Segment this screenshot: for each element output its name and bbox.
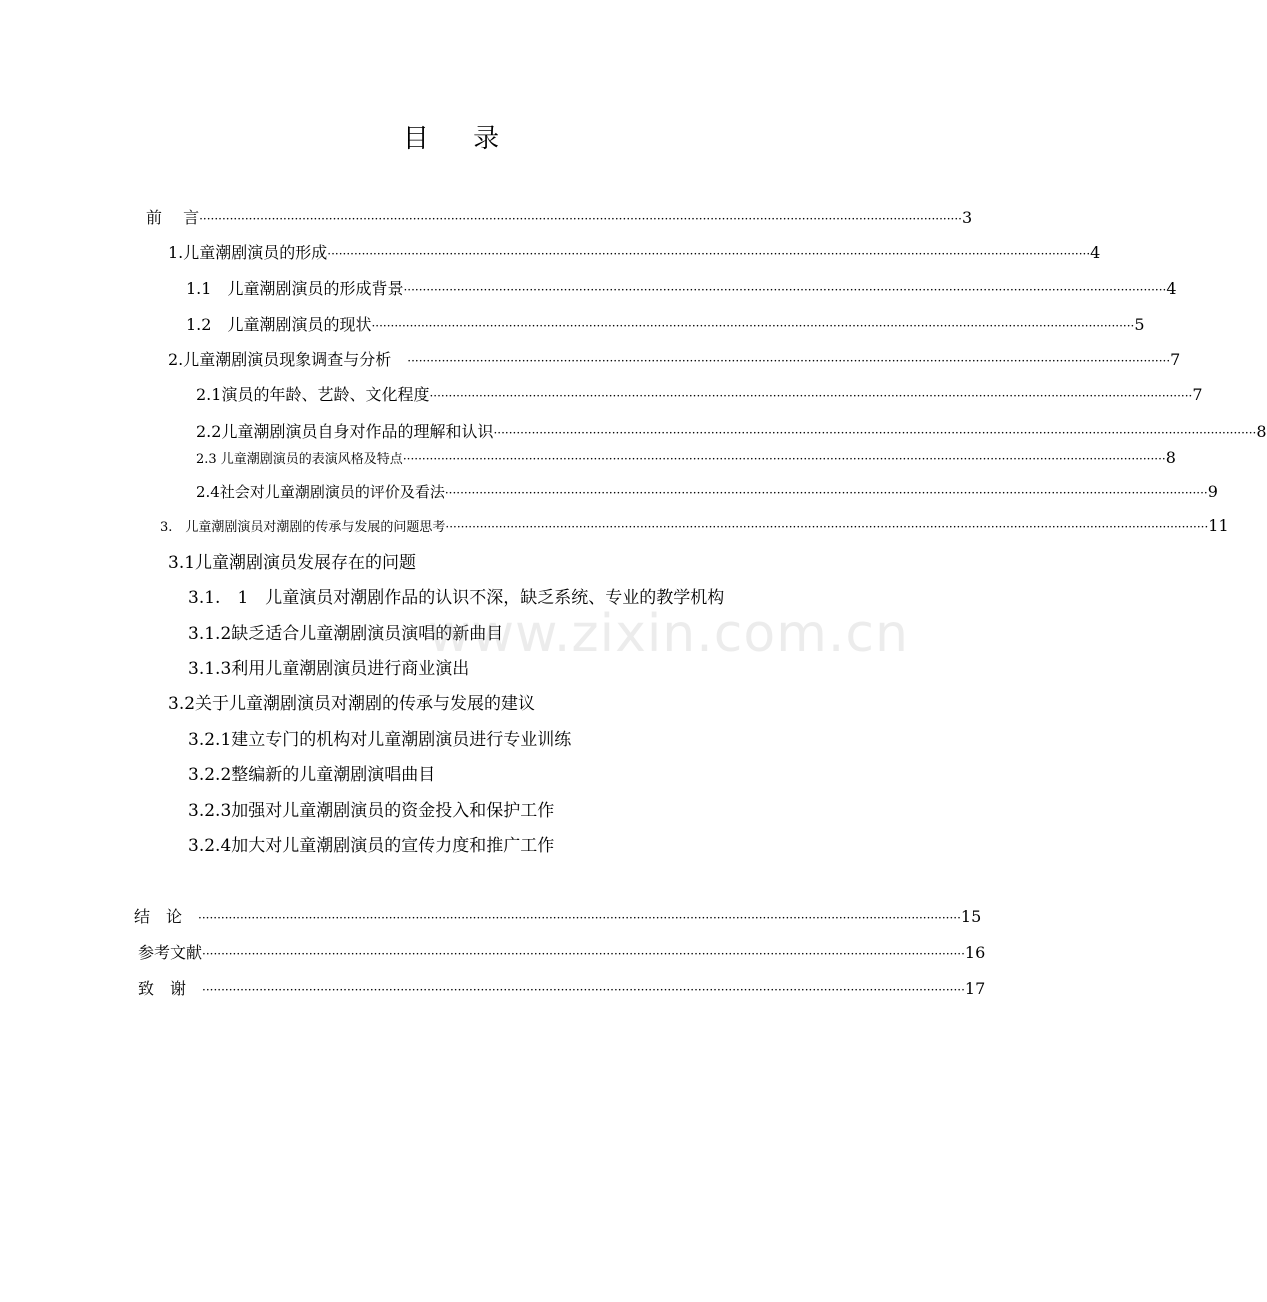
toc-entry-label: 2.3 儿童潮剧演员的表演风格及特点 (196, 452, 403, 467)
toc-entry: 3.2.2整编新的儿童潮剧演唱曲目 (188, 765, 436, 785)
dot-leader: ········································································································································································································ (327, 247, 1091, 261)
toc-entry-page: 15 (960, 907, 982, 926)
toc-entry (134, 905, 982, 929)
dot-leader: ········································································································································································································ (198, 911, 961, 925)
toc-entry: 3.1儿童潮剧演员发展存在的问题 (168, 553, 417, 573)
dot-leader: ········································································································································································································ (202, 947, 965, 961)
toc-entry: 3.1.2缺乏适合儿童潮剧演员演唱的新曲目 (188, 624, 504, 644)
toc-entry-page: 16 (964, 943, 986, 962)
toc-entry-page: 8 (1165, 448, 1176, 467)
toc-entry (168, 348, 1181, 372)
toc-entry: 3.2.1建立专门的机构对儿童潮剧演员进行专业训练 (188, 730, 572, 750)
toc-entry-label: 1.1 儿童潮剧演员的形成背景 (186, 279, 404, 298)
toc-entry (196, 383, 1203, 407)
dot-leader: ········································································································································································································ (444, 486, 1208, 500)
toc-entry (196, 480, 1218, 504)
dot-leader: ········································································································································································································ (199, 212, 962, 226)
toc-entry (138, 977, 986, 1001)
toc-entry-label: 前 言 (146, 208, 200, 227)
toc-entry: 3.2.4加大对儿童潮剧演员的宣传力度和推广工作 (188, 836, 555, 856)
toc-title: 目 录 (402, 124, 518, 154)
dot-leader: ········································································································································································································ (402, 452, 1166, 466)
toc-entry (146, 206, 973, 230)
toc-entry-label: 结 论 (134, 907, 199, 926)
toc-entry (186, 277, 1177, 301)
dot-leader: ········································································································································································································ (445, 520, 1209, 534)
toc-entry (186, 313, 1145, 337)
toc-entry-label: 1.2 儿童潮剧演员的现状 (186, 315, 372, 334)
toc-entry-page: 5 (1134, 315, 1145, 334)
dot-leader: ········································································································································································································ (202, 983, 965, 997)
toc-entry-page: 7 (1192, 385, 1203, 404)
toc-entry-label: 致 谢 (138, 979, 203, 998)
toc-entry-page: 8 (1256, 422, 1267, 441)
toc-entry-page: 4 (1090, 243, 1101, 262)
toc-entry: 3.1.3利用儿童潮剧演员进行商业演出 (188, 659, 470, 679)
dot-leader: ········································································································································································································ (429, 389, 1193, 403)
toc-entry-label: 参考文献 (138, 943, 203, 962)
toc-entry-label: 3. 儿童潮剧演员对潮剧的传承与发展的问题思考 (160, 520, 446, 535)
toc-entry-page: 3 (961, 208, 973, 227)
toc-entry (196, 420, 1267, 444)
toc-entry-label: 2.1演员的年龄、艺龄、文化程度 (196, 385, 430, 404)
toc-entry: 3.2.3加强对儿童潮剧演员的资金投入和保护工作 (188, 801, 555, 821)
toc-entry-page: 9 (1207, 482, 1218, 501)
toc-entry-page: 11 (1208, 516, 1229, 535)
toc-entry (138, 941, 986, 965)
toc-entry-page: 17 (964, 979, 986, 998)
toc-entry-page: 4 (1166, 279, 1177, 298)
dot-leader: ········································································································································································································ (493, 426, 1257, 440)
toc-entry: 3.1. 1 儿童演员对潮剧作品的认识不深，缺乏系统、专业的教学机构 (188, 588, 725, 608)
dot-leader: ········································································································································································································ (371, 319, 1135, 333)
toc-entry: 3.2关于儿童潮剧演员对潮剧的传承与发展的建议 (168, 694, 536, 714)
toc-entry (196, 446, 1176, 470)
dot-leader: ········································································································································································································ (403, 283, 1167, 297)
toc-entry (168, 241, 1101, 265)
toc-entry-label: 2.4社会对儿童潮剧演员的评价及看法 (196, 483, 445, 501)
toc-entry (160, 514, 1229, 538)
watermark: www.zixin.com.cn (428, 604, 909, 664)
dot-leader: ········································································································································································································ (407, 354, 1171, 368)
toc-entry-label: 1.儿童潮剧演员的形成 (168, 243, 328, 262)
toc-entry-label: 2.儿童潮剧演员现象调查与分析 (168, 350, 408, 369)
toc-entry-label: 2.2儿童潮剧演员自身对作品的理解和认识 (196, 422, 494, 441)
toc-entry-page: 7 (1170, 350, 1181, 369)
